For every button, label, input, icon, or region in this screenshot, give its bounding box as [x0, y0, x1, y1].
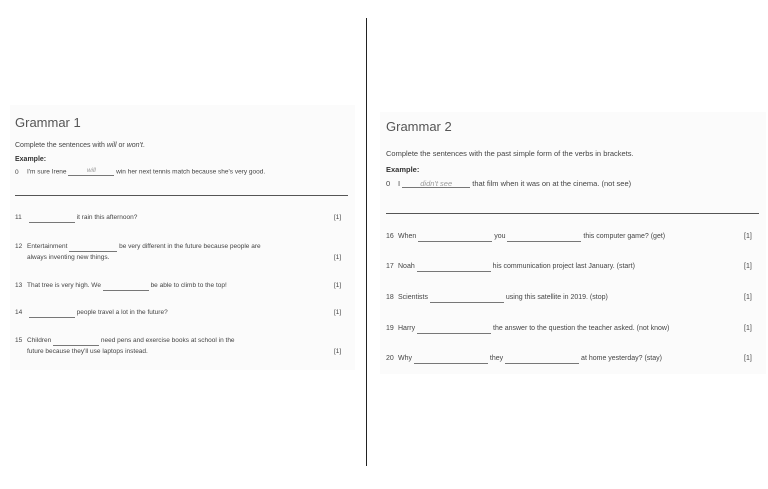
- mark: [1]: [744, 233, 752, 240]
- question-18: 18 Scientists using this satellite in 2019. (stop): [386, 294, 608, 301]
- answer-blank[interactable]: [505, 363, 579, 364]
- question-14: 14 people travel a lot in the future?: [15, 309, 168, 316]
- mark: [1]: [334, 348, 342, 355]
- example-answer: didn't see: [402, 180, 470, 189]
- question-15: 15 Children need pens and exercise books at school in the future because they'll use laptops instead.: [15, 337, 235, 355]
- question-16: 16 When you this computer game? (get): [386, 233, 666, 240]
- mark: [1]: [744, 294, 752, 301]
- answer-blank[interactable]: [430, 302, 504, 303]
- separator-rule: [15, 195, 348, 196]
- section-title: Grammar 1: [15, 115, 81, 130]
- example-sentence: 0 I didn't see that film when it was on at the cinema. (not see): [386, 178, 632, 188]
- example-label: Example:: [15, 156, 47, 163]
- mark: [1]: [334, 254, 342, 261]
- question-11: 11 it rain this afternoon?: [15, 214, 138, 221]
- mark: [1]: [744, 355, 752, 362]
- grammar1-section: [10, 105, 355, 370]
- grammar2-section: [380, 112, 766, 374]
- answer-blank[interactable]: [414, 363, 488, 364]
- answer-blank[interactable]: [53, 345, 99, 346]
- answer-blank[interactable]: [69, 251, 117, 252]
- page-divider: [366, 18, 367, 466]
- answer-blank[interactable]: [507, 241, 581, 242]
- section-title: Grammar 2: [386, 119, 452, 134]
- example-sentence: 0 I'm sure Irene will win her next tennis match because she's very good.: [15, 167, 266, 176]
- answer-blank[interactable]: [418, 241, 492, 242]
- instructions: Complete the sentences with the past simple form of the verbs in brackets.: [386, 149, 634, 158]
- example-answer: will: [68, 168, 114, 176]
- separator-rule: [386, 213, 759, 214]
- answer-blank[interactable]: [29, 222, 75, 223]
- question-17: 17 Noah his communication project last January. (start): [386, 263, 635, 270]
- mark: [1]: [334, 282, 342, 289]
- example-label: Example:: [386, 165, 420, 174]
- instructions: Complete the sentences with will or won't.: [15, 142, 145, 149]
- mark: [1]: [744, 325, 752, 332]
- question-12: 12 Entertainment be very different in the future because people are always inventing new things.: [15, 243, 261, 261]
- mark: [1]: [334, 214, 342, 221]
- answer-blank[interactable]: [417, 271, 491, 272]
- mark: [1]: [744, 263, 752, 270]
- question-20: 20 Why they at home yesterday? (stay): [386, 355, 662, 362]
- question-13: 13 That tree is very high. We be able to climb to the top!: [15, 282, 227, 289]
- answer-blank[interactable]: [103, 290, 149, 291]
- mark: [1]: [334, 309, 342, 316]
- answer-blank[interactable]: [417, 333, 491, 334]
- answer-blank[interactable]: [29, 317, 75, 318]
- question-19: 19 Harry the answer to the question the teacher asked. (not know): [386, 325, 670, 332]
